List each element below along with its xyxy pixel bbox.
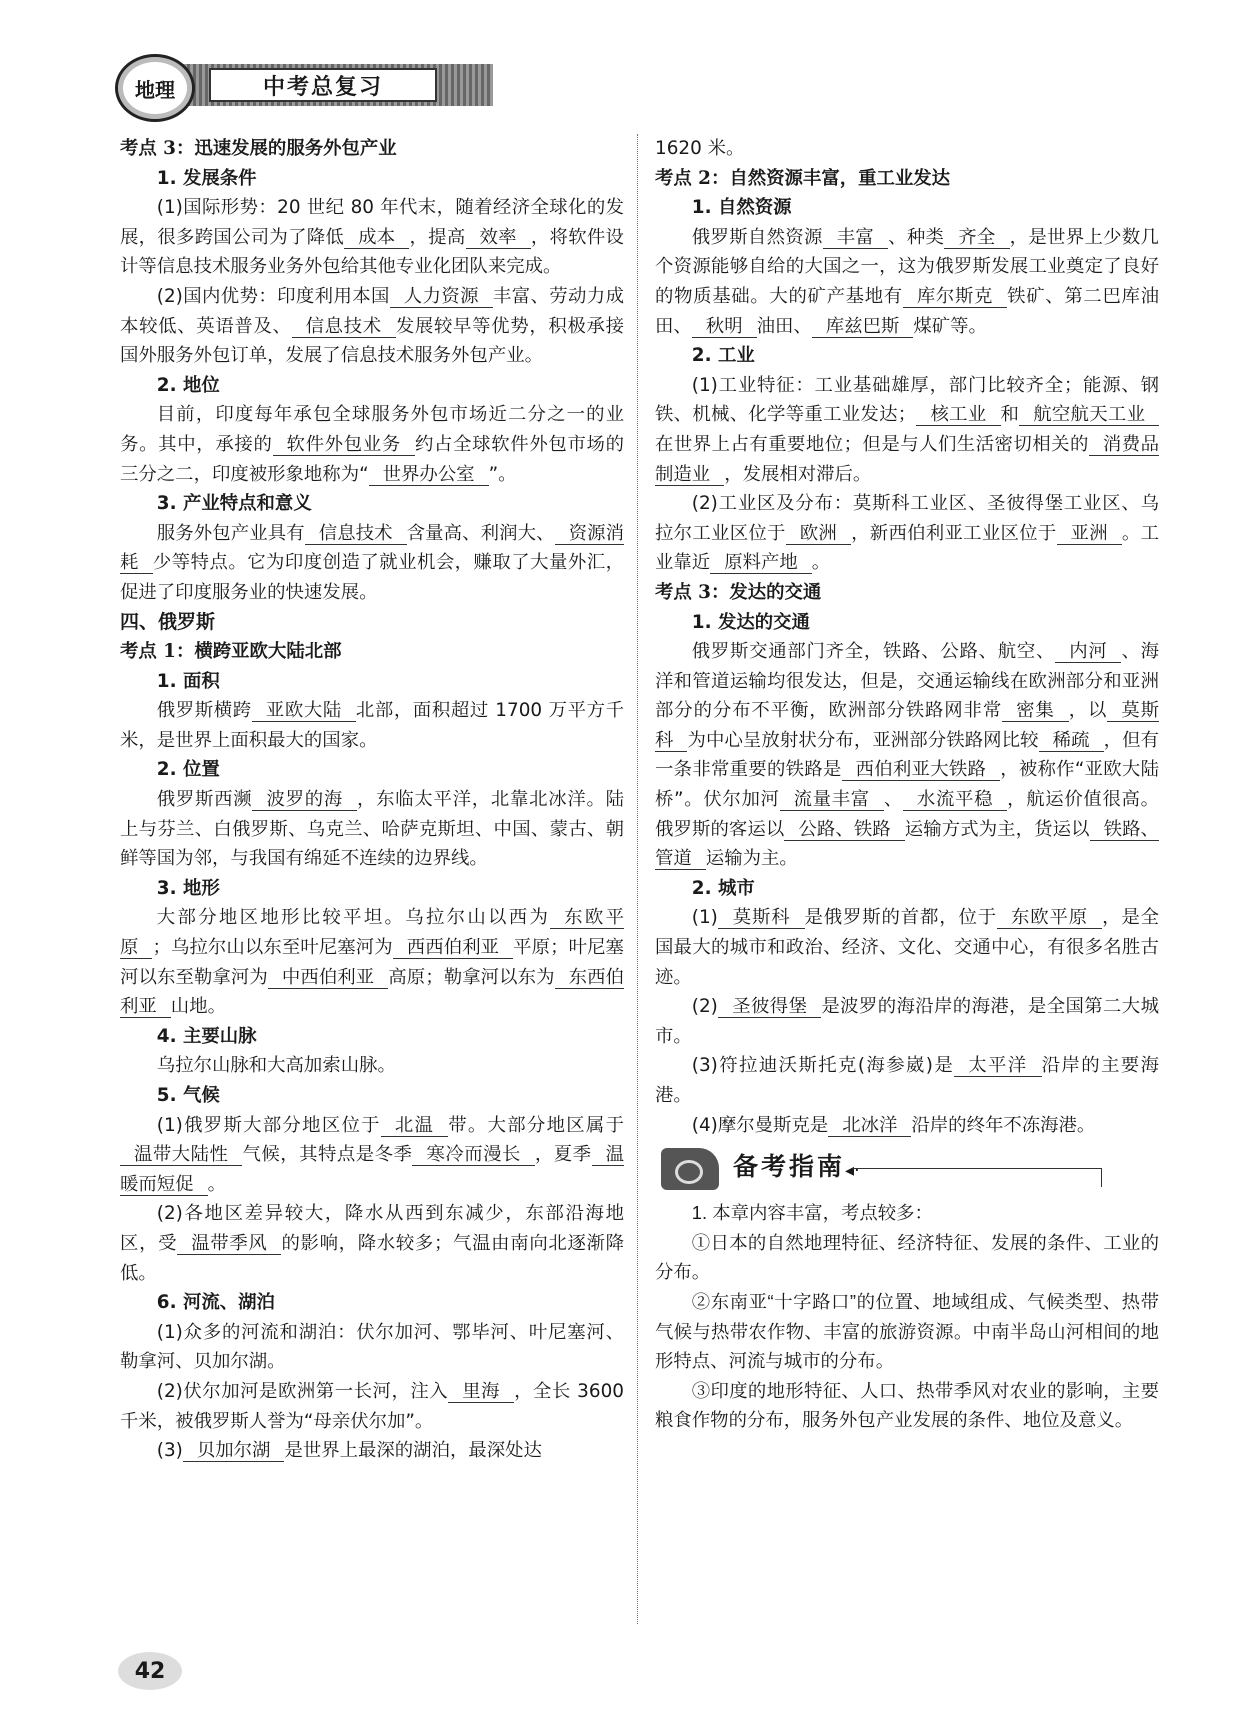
text-run: ，被称作“亚欧大陆桥”。伏尔加河 [655, 759, 1159, 811]
text-run: (3)符拉迪沃斯托克(海参崴)是 [691, 1055, 955, 1077]
text-run: 2. 位置 [156, 759, 220, 781]
subheading [120, 1081, 624, 1111]
text-run: (1)众多的河流和湖泊：伏尔加河、鄂毕河、叶尼塞河、勒拿河、贝加尔湖。 [120, 1321, 624, 1373]
subheading [120, 667, 624, 697]
subject-badge: 地理 [115, 54, 195, 122]
text-run: (4)摩尔曼斯克是 [691, 1114, 829, 1136]
fill-in-answer: 世界办公室 [369, 464, 489, 486]
text-run: 带。大部分地区属于 [448, 1114, 624, 1136]
fill-in-answer: 水流平稳 [903, 789, 1007, 811]
subheading [655, 193, 1159, 223]
text-run: (2)工业区及分布：莫斯科工业区、圣彼得堡工业区、乌拉尔工业区位于 [655, 493, 1159, 544]
text-run: 是俄罗斯的首都，位于 [804, 907, 998, 929]
text-run: ”。 [488, 463, 517, 485]
paragraph [655, 903, 1159, 992]
text-run: 、海洋和管道运输均很发达，但是，交通运输线在欧洲部分和亚洲部分的分布不平衡，欧洲部分铁路网非常 [655, 641, 1159, 722]
fill-in-answer: 库兹巴斯 [812, 316, 914, 338]
text-run: 高原；勒拿河以东为 [388, 966, 555, 988]
text-run: 俄罗斯交通部门齐全，铁路、公路、航空、 [691, 641, 1056, 663]
subheading [655, 608, 1159, 638]
text-run: ①日本的自然地理特征、经济特征、发展的条件、工业的分布。 [655, 1231, 1159, 1283]
paragraph [655, 371, 1159, 489]
text-run: 的影响，降水较多；气温由南向北逐渐降低。 [120, 1232, 624, 1284]
fill-in-answer: 温暖而短促 [120, 1144, 624, 1195]
text-run: (1)俄罗斯大部分地区位于 [156, 1114, 381, 1136]
subheading [120, 1288, 624, 1318]
text-run: (1)国际形势：20 世纪 80 年代末，随着经济全球化的发展，很多跨国公司为了降低 [120, 197, 624, 248]
text-run: (2) [691, 996, 718, 1018]
text-run: 平原；叶尼塞河以东至勒拿河为 [120, 937, 624, 988]
title-bar [175, 64, 493, 106]
text-run: 运输方式为主，货运以 [904, 818, 1090, 840]
page-title: 中考总复习 [209, 68, 437, 102]
exam-guide-banner [655, 1146, 1159, 1194]
paragraph [655, 1051, 1159, 1110]
text-run: 沿岸的主要海港。 [655, 1055, 1159, 1106]
fill-in-answer: 西伯利亚大铁路 [842, 759, 1001, 781]
text-run: 1. 自然资源 [691, 197, 792, 219]
text-run: 发展较早等优势，积极承接国外服务外包订单，发展了信息技术服务外包产业。 [120, 315, 624, 367]
text-run: 。 [207, 1173, 226, 1195]
fill-in-answer: 莫斯科 [655, 700, 1159, 751]
text-run: 4. 主要山脉 [156, 1025, 257, 1047]
paragraph [120, 519, 624, 608]
exam-point-heading [120, 637, 624, 667]
text-run: ，新西伯利亚工业区位于 [851, 522, 1057, 544]
fill-in-answer: 寒冷而漫长 [412, 1144, 534, 1166]
text-run: 俄罗斯横跨 [156, 700, 252, 722]
text-run: ，东临太平洋，北靠北冰洋。陆上与芬兰、白俄罗斯、乌克兰、哈萨克斯坦、中国、蒙古、朝鲜等国为邻，与我国有绵延不连续的边界线。 [120, 789, 624, 870]
paragraph [655, 134, 1159, 164]
text-run: ，是世界上少数几个资源能够自给的大国之一，这为俄罗斯发展工业奠定了良好的物质基础。大的矿产基地有 [655, 226, 1159, 307]
text-run: 乌拉尔山脉和大高加索山脉。 [156, 1055, 396, 1077]
text-run: ③印度的地形特征、人口、热带季风对农业的影响，主要粮食作物的分布，服务外包产业发展的条件、地位及意义。 [655, 1379, 1159, 1431]
fill-in-answer: 成本 [344, 227, 409, 249]
fill-in-answer: 流量丰富 [780, 789, 884, 811]
fill-in-answer: 人力资源 [390, 286, 493, 308]
fill-in-answer: 北温 [381, 1115, 448, 1137]
text-run: ，以 [1068, 700, 1108, 722]
fill-in-answer: 原料产地 [710, 552, 812, 574]
fill-in-answer: 莫斯科 [718, 907, 805, 929]
text-run: 气候，其特点是冬季 [242, 1144, 413, 1166]
text-run: 含量高、利润大、 [406, 522, 555, 544]
fill-in-answer: 温带季风 [177, 1233, 281, 1255]
text-run: 俄罗斯西濒 [156, 789, 253, 811]
fill-in-answer: 欧洲 [786, 523, 851, 545]
exam-point-heading [655, 164, 1159, 194]
guide-title: 备考指南 [733, 1152, 846, 1182]
left-column [120, 134, 624, 1466]
fill-in-answer: 亚欧大陆 [252, 700, 356, 722]
paragraph [655, 637, 1159, 874]
text-run: (1)工业特征：工业基础雄厚，部门比较齐全；能源、钢铁、机械、化学等重工业发达； [655, 374, 1159, 426]
text-run: (2)国内优势：印度利用本国 [156, 285, 390, 307]
paragraph [120, 1051, 624, 1081]
column-divider [637, 134, 638, 1624]
text-run: 约占全球软件外包市场的三分之二，印度被形象地称为“ [120, 433, 624, 485]
text-run: (2)各地区差异较大，降水从西到东减少，东部沿海地区，受 [120, 1203, 624, 1254]
text-run: 油田、 [756, 315, 812, 337]
fill-in-answer: 核工业 [916, 404, 1000, 426]
text-run: 山地。 [170, 996, 226, 1018]
text-run: 四、俄罗斯 [120, 610, 216, 633]
text-run: 考点 3：迅速发展的服务外包产业 [120, 138, 397, 159]
fill-in-answer: 信息技术 [305, 523, 407, 545]
paragraph [120, 1318, 624, 1377]
exam-point-heading [655, 578, 1159, 608]
fill-in-answer: 贝加尔湖 [183, 1440, 285, 1462]
fill-in-answer: 北冰洋 [828, 1115, 911, 1137]
text-run: (2)伏尔加河是欧洲第一长河，注入 [156, 1380, 449, 1402]
text-run: 1. 发展条件 [156, 167, 257, 189]
fill-in-answer: 东西伯利亚 [120, 966, 624, 1018]
page-number: 42 [118, 1652, 182, 1690]
subheading [120, 1022, 624, 1052]
fill-in-answer: 亚洲 [1057, 523, 1122, 545]
exam-point-heading [120, 134, 624, 164]
paragraph [120, 282, 624, 371]
text-run: ，航运价值很高。俄罗斯的客运以 [655, 789, 1159, 840]
fill-in-answer: 齐全 [944, 227, 1009, 249]
text-run: 运输为主。 [705, 848, 798, 870]
paragraph [655, 223, 1159, 341]
fill-in-answer: 秋明 [692, 316, 757, 338]
fill-in-answer: 温带大陆性 [120, 1144, 242, 1166]
fill-in-answer: 公路、铁路 [784, 819, 904, 841]
subheading [655, 341, 1159, 371]
paragraph [655, 489, 1159, 578]
text-run: 2. 工业 [691, 345, 755, 367]
paragraph [655, 1287, 1159, 1376]
text-run: 考点 2：自然资源丰富，重工业发达 [655, 167, 951, 189]
text-run: ，是全国最大的城市和政治、经济、文化、交通中心，有很多名胜古迹。 [655, 907, 1159, 988]
text-run: ；乌拉尔山以东至叶尼塞河为 [152, 937, 393, 959]
fill-in-answer: 库尔斯克 [903, 286, 1007, 308]
fill-in-answer: 软件外包业务 [273, 434, 415, 456]
text-run: ，但有一条非常重要的铁路是 [655, 729, 1159, 781]
fill-in-answer: 丰富 [823, 227, 888, 249]
right-column [655, 134, 1159, 1435]
text-run: 为中心呈放射状分布，亚洲部分铁路网比较 [687, 729, 1039, 751]
text-run: ，发展相对滞后。 [724, 463, 872, 485]
text-run: 丰富、劳动力成本较低、英语普及、 [120, 285, 624, 337]
text-run: (1) [691, 907, 718, 929]
text-run: 和 [1000, 404, 1020, 426]
paragraph [655, 1376, 1159, 1435]
text-run: 6. 河流、湖泊 [156, 1292, 275, 1314]
fill-in-answer: 效率 [466, 227, 531, 249]
text-run: 3. 地形 [156, 877, 220, 899]
fill-in-answer: 铁路、管道 [655, 818, 1159, 870]
text-run: 考点 1：横跨亚欧大陆北部 [120, 641, 342, 663]
subheading [120, 489, 624, 519]
fill-in-answer: 波罗的海 [252, 789, 357, 811]
subheading [120, 371, 624, 401]
fill-in-answer: 内河 [1055, 641, 1121, 663]
text-run: 1. 面积 [156, 670, 220, 692]
text-run: 煤矿等。 [913, 315, 987, 337]
text-run: 大部分地区地形比较平坦。乌拉尔山以西为 [156, 907, 551, 929]
fill-in-answer: 密集 [1002, 700, 1069, 722]
text-run: 、 [883, 789, 903, 811]
fill-in-answer: 信息技术 [292, 316, 396, 338]
section-heading [120, 608, 624, 638]
text-run: 俄罗斯自然资源 [691, 226, 823, 248]
fill-in-answer: 资源消耗 [120, 522, 624, 574]
text-run: 在世界上占有重要地位；但是与人们生活密切相关的 [655, 433, 1089, 455]
paragraph [120, 1199, 624, 1288]
fill-in-answer: 航空航天工业 [1019, 404, 1159, 426]
fill-in-answer: 太平洋 [954, 1055, 1041, 1077]
text-run: 1. 发达的交通 [691, 611, 810, 633]
fill-in-answer: 消费品制造业 [655, 433, 1159, 485]
text-run: 。 [811, 552, 831, 574]
text-run: 3. 产业特点和意义 [156, 493, 312, 515]
fill-in-answer: 西西伯利亚 [393, 937, 513, 959]
paragraph [120, 1111, 624, 1200]
paragraph [655, 1111, 1159, 1141]
text-run: 北部，面积超过 1700 万平方千米，是世界上面积最大的国家。 [120, 700, 624, 751]
paragraph [120, 1377, 624, 1436]
paragraph [120, 193, 624, 282]
text-run: 2. 城市 [691, 877, 755, 899]
fill-in-answer: 中西伯利亚 [268, 967, 388, 989]
page-header [115, 50, 495, 122]
text-run: ②东南亚“十字路口”的位置、地域组成、气候类型、热带气候与热带农作物、丰富的旅游资源。中南半岛山河相间的地形特点、河流与城市的分布。 [655, 1290, 1159, 1372]
text-run: 是世界上最深的湖泊，最深处达 [284, 1440, 542, 1462]
subheading [655, 874, 1159, 904]
text-run: ，全长 3600 千米，被俄罗斯人誉为“母亲伏尔加”。 [120, 1380, 624, 1432]
paragraph [120, 1436, 624, 1466]
paragraph [120, 903, 624, 1021]
fill-in-answer: 稀疏 [1039, 730, 1104, 752]
fill-in-answer: 东欧平原 [120, 907, 624, 959]
paragraph [655, 992, 1159, 1051]
text-run: 少等特点。它为印度创造了就业机会，赚取了大量外汇，促进了印度服务业的快速发展。 [120, 552, 624, 603]
paragraph [120, 400, 624, 489]
guide-rule [851, 1168, 1102, 1187]
fill-in-answer: 东欧平原 [997, 907, 1102, 929]
text-run: ，提高 [409, 226, 466, 248]
fill-in-answer: 圣彼得堡 [718, 996, 822, 1018]
text-run: 、种类 [888, 226, 945, 248]
guide-book-icon [661, 1148, 719, 1190]
subheading [120, 164, 624, 194]
text-run: 1. 本章内容丰富，考点较多： [691, 1202, 933, 1224]
text-run: 是波罗的海沿岸的海港，是全国第二大城市。 [655, 996, 1159, 1047]
text-run: 目前，印度每年承包全球服务外包市场近二分之一的业务。其中，承接的 [120, 404, 624, 455]
paragraph [120, 696, 624, 755]
text-run: (3) [156, 1440, 183, 1462]
text-run: ，夏季 [534, 1144, 592, 1166]
subheading [120, 755, 624, 785]
text-run: 2. 地位 [156, 374, 220, 396]
text-run: ，将软件设计等信息技术服务业务外包给其他专业化团队来完成。 [120, 226, 624, 278]
subheading [120, 874, 624, 904]
text-run: 沿岸的终年不冻海港。 [911, 1114, 1096, 1136]
text-run: 铁矿、第二巴库油田、 [655, 285, 1159, 337]
text-run: 。工业靠近 [655, 522, 1159, 574]
arrow-icon: ◂· [845, 1160, 860, 1182]
paragraph [120, 785, 624, 874]
paragraph [655, 1228, 1159, 1287]
text-run: 5. 气候 [156, 1085, 220, 1106]
text-run: 1620 米。 [655, 138, 745, 159]
text-run: 服务外包产业具有 [156, 522, 305, 544]
paragraph [655, 1198, 1159, 1228]
text-run: 考点 3：发达的交通 [655, 581, 822, 603]
fill-in-answer: 里海 [448, 1381, 514, 1403]
